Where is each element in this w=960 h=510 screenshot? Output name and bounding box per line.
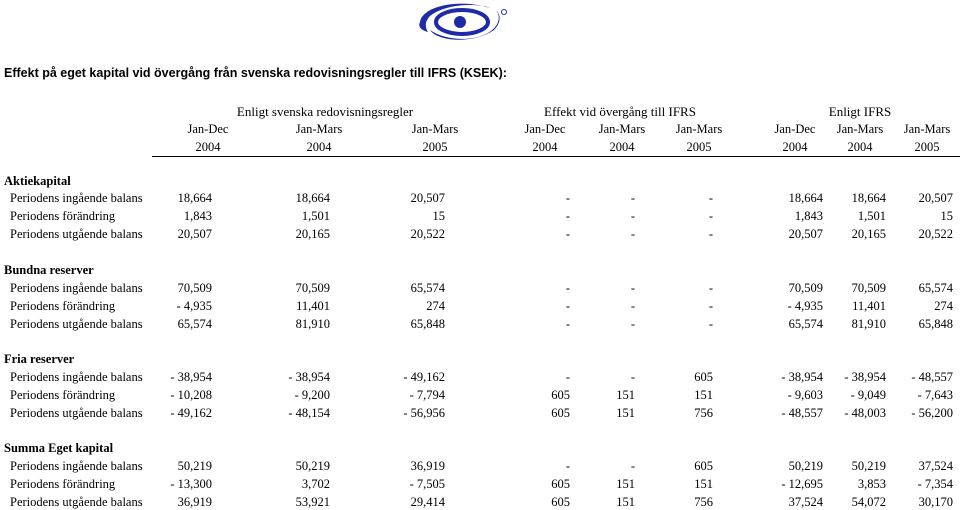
table-cell: 65,574 (918, 281, 953, 295)
table-cell: - 4,935 (787, 299, 823, 313)
year-header: 2004 (782, 140, 808, 154)
table-cell: 11,401 (296, 299, 330, 313)
table-cell: 50,219 (788, 459, 823, 473)
table-cell: 20,165 (851, 227, 886, 241)
table-cell: 20,507 (177, 227, 212, 241)
table-cell: - (565, 209, 570, 223)
table-cell: 151 (616, 477, 635, 491)
table-cell: 50,219 (851, 459, 886, 473)
table-cell: 29,414 (410, 495, 445, 509)
table-cell: - (565, 227, 570, 241)
page-title: Effekt på eget kapital vid övergång från svenska redovisningsregler till IFRS (KSEK): (4, 66, 507, 80)
table-cell: 15 (432, 209, 445, 223)
table-cell: 20,507 (788, 227, 823, 241)
table-cell: - (565, 299, 570, 313)
table-cell: 50,219 (295, 459, 330, 473)
table-cell: 1,501 (857, 209, 886, 223)
table-cell: 151 (616, 495, 635, 509)
table-cell: 18,664 (295, 191, 330, 205)
table-cell: 605 (551, 477, 570, 491)
table-cell: - 56,200 (911, 406, 953, 420)
row-label: Periodens ingående balans (10, 370, 143, 384)
row-label: Periodens förändring (10, 209, 116, 223)
table-cell: - 4,935 (176, 299, 212, 313)
row-label: Periodens utgående balans (10, 495, 143, 509)
table-cell: 15 (940, 209, 953, 223)
row-label: Periodens ingående balans (10, 191, 143, 205)
table-cell: - 38,954 (781, 370, 823, 384)
table-cell: 65,574 (410, 281, 445, 295)
year-header: 2004 (195, 140, 221, 154)
table-cell: - (565, 281, 570, 295)
group-header-effect: Effekt vid övergång till IFRS (544, 104, 696, 119)
table-cell: 50,219 (177, 459, 212, 473)
table-cell: 37,524 (788, 495, 823, 509)
table-cell: 756 (694, 406, 713, 420)
table-cell: 605 (694, 459, 713, 473)
table-cell: - 38,954 (844, 370, 886, 384)
table-cell: - (630, 209, 635, 223)
table-cell: - (565, 370, 570, 384)
table-cell: - (630, 459, 635, 473)
table-cell: 605 (551, 406, 570, 420)
table-cell: 65,574 (177, 317, 212, 331)
period-header: Jan-Mars (903, 122, 951, 136)
section-heading: Summa Eget kapital (4, 441, 114, 455)
table-cell: 70,509 (851, 281, 886, 295)
table-cell: 1,843 (183, 209, 212, 223)
table-cell: 20,507 (410, 191, 445, 205)
row-label: Periodens ingående balans (10, 281, 143, 295)
table-cell: 30,170 (918, 495, 953, 509)
table-cell: - 48,557 (911, 370, 953, 384)
table-cell: 274 (934, 299, 953, 313)
table-cell: - (630, 281, 635, 295)
table-cell: - (565, 459, 570, 473)
table-cell: - 56,956 (403, 406, 445, 420)
table-cell: - 9,603 (787, 388, 823, 402)
table-cell: - (708, 227, 713, 241)
table-cell: 54,072 (851, 495, 886, 509)
table-cell: - 13,300 (170, 477, 212, 491)
table-cell: - (708, 209, 713, 223)
table-cell: 20,522 (918, 227, 953, 241)
table-cell: - 12,695 (781, 477, 823, 491)
table-cell: - 9,200 (294, 388, 330, 402)
table-cell: 1,843 (794, 209, 823, 223)
table-cell: 53,921 (295, 495, 330, 509)
period-header: Jan-Mars (411, 122, 459, 136)
table-cell: 18,664 (788, 191, 823, 205)
table-cell: 11,401 (852, 299, 886, 313)
table-cell: - (565, 191, 570, 205)
row-label: Periodens utgående balans (10, 227, 143, 241)
table-cell: 151 (616, 388, 635, 402)
table-cell: 70,509 (295, 281, 330, 295)
table-cell: 18,664 (177, 191, 212, 205)
table-cell: - 9,049 (850, 388, 886, 402)
year-header: 2004 (847, 140, 873, 154)
table-cell: 605 (551, 495, 570, 509)
table-cell: 605 (551, 388, 570, 402)
table-cell: 18,664 (851, 191, 886, 205)
table-cell: 151 (694, 477, 713, 491)
table-cell: - (630, 317, 635, 331)
table-cell: - 7,794 (409, 388, 445, 402)
table-cell: - 48,003 (844, 406, 886, 420)
table-cell: 65,848 (410, 317, 445, 331)
table-cell: 3,702 (301, 477, 330, 491)
row-label: Periodens förändring (10, 388, 116, 402)
table-cell: - (630, 227, 635, 241)
row-label: Periodens förändring (10, 477, 116, 491)
table-cell: 36,919 (410, 459, 445, 473)
period-header: Jan-Mars (295, 122, 343, 136)
period-header: Jan-Mars (675, 122, 723, 136)
table-cell: - (630, 299, 635, 313)
section-heading: Bundna reserver (4, 263, 94, 277)
table-cell: - 48,154 (288, 406, 330, 420)
table-cell: - (630, 370, 635, 384)
table-cell: - (708, 191, 713, 205)
section-heading: Aktiekapital (4, 174, 71, 188)
table-cell: - (708, 299, 713, 313)
table-cell: 70,509 (788, 281, 823, 295)
table-cell: - (708, 281, 713, 295)
table-cell: 1,501 (301, 209, 330, 223)
year-header: 2004 (532, 140, 558, 154)
table-cell: 65,848 (918, 317, 953, 331)
year-header: 2005 (422, 140, 448, 154)
year-header: 2005 (914, 140, 940, 154)
year-header: 2004 (306, 140, 332, 154)
group-header-swedish: Enligt svenska redovisningsregler (236, 104, 414, 119)
row-label: Periodens förändring (10, 299, 116, 313)
table-cell: - 49,162 (403, 370, 445, 384)
header-divider (152, 156, 960, 157)
row-label: Periodens utgående balans (10, 406, 143, 420)
period-header: Jan-Mars (598, 122, 646, 136)
table-cell: 20,522 (410, 227, 445, 241)
table-cell: - 38,954 (288, 370, 330, 384)
table-cell: - 7,643 (917, 388, 953, 402)
year-header: 2005 (686, 140, 712, 154)
table-cell: 20,165 (295, 227, 330, 241)
company-logo (408, 0, 518, 48)
table-cell: - (630, 191, 635, 205)
table-cell: 274 (426, 299, 445, 313)
eye-swirl-icon (419, 4, 506, 40)
group-header-ifrs: Enligt IFRS (828, 104, 892, 119)
table-cell: 81,910 (295, 317, 330, 331)
table-cell: - (708, 317, 713, 331)
period-header: Jan-Dec (774, 122, 816, 136)
table-cell: - 7,505 (409, 477, 445, 491)
table-cell: 605 (694, 370, 713, 384)
table-cell: 36,919 (177, 495, 212, 509)
row-label: Periodens utgående balans (10, 317, 143, 331)
table-cell: 65,574 (788, 317, 823, 331)
table-cell: 756 (694, 495, 713, 509)
table-cell: 3,853 (857, 477, 886, 491)
table-cell: - 48,557 (781, 406, 823, 420)
period-header: Jan-Dec (524, 122, 566, 136)
table-cell: - 7,354 (917, 477, 953, 491)
table-cell: 37,524 (918, 459, 953, 473)
table-cell: - 49,162 (170, 406, 212, 420)
section-heading: Fria reserver (4, 352, 75, 366)
table-cell: 20,507 (918, 191, 953, 205)
table-cell: - 10,208 (170, 388, 212, 402)
row-label: Periodens ingående balans (10, 459, 143, 473)
table-cell: 151 (694, 388, 713, 402)
table-cell: - (565, 317, 570, 331)
period-header: Jan-Mars (836, 122, 884, 136)
table-cell: 70,509 (177, 281, 212, 295)
table-cell: - 38,954 (170, 370, 212, 384)
year-header: 2004 (609, 140, 635, 154)
table-cell: 151 (616, 406, 635, 420)
table-cell: 81,910 (851, 317, 886, 331)
period-header: Jan-Dec (187, 122, 229, 136)
